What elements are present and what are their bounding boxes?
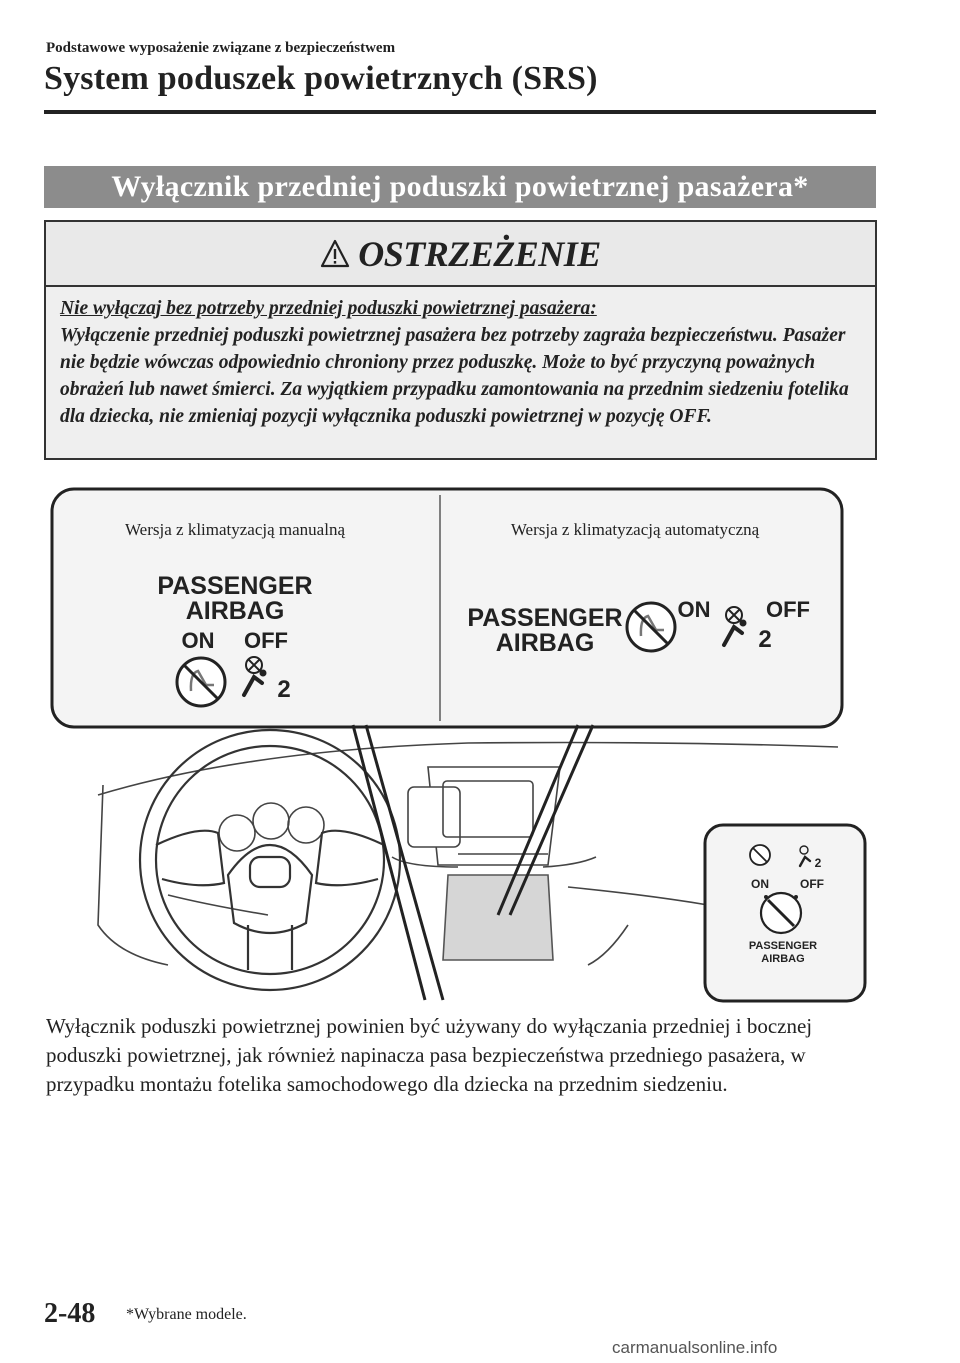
- manual-on-label: ON: [181, 628, 215, 653]
- figure-caption: Wyłącznik poduszki powietrznej powinien być używany do wyłączania przedniej i bocznej poduszki powietrznej, jak również napinacza pasa bezpieczeństwa przedniego pasażera, w przypadku montażu fotelika samochodowego dla dziecka na przednim siedzeniu.: [46, 1014, 813, 1096]
- warning-title: OSTRZEŻENIE: [358, 233, 601, 274]
- footnote: *Wybrane modele.: [126, 1306, 247, 1323]
- airbag-key-switch[interactable]: [761, 893, 801, 933]
- steering-wheel-icon: [140, 730, 400, 990]
- page-number: 2-48: [44, 1298, 96, 1329]
- warning-box: [44, 220, 877, 460]
- inset-seat-badge: 2: [814, 856, 822, 870]
- manual-passenger-text: PASSENGER: [157, 572, 313, 600]
- warning-header: [46, 222, 875, 287]
- warning-body: [46, 287, 875, 430]
- inset-passenger-text: PASSENGER: [748, 940, 818, 952]
- manual-version-label: Wersja z klimatyzacją manualną: [125, 520, 345, 539]
- page-title: System poduszek powietrznych (SRS): [44, 60, 598, 97]
- auto-airbag-text: AIRBAG: [495, 629, 595, 657]
- manual-seat-badge: 2: [277, 676, 291, 703]
- section-header: Wyłącznik przedniej poduszki powietrznej pasażera*: [44, 166, 876, 208]
- inset-child-seat-off-icon: [750, 845, 770, 865]
- warning-text: Wyłączenie przedniej poduszki powietrznej pasażera bez potrzeby zagraża bezpieczeństwu. Pasażer nie będzie wówczas odpowiednio chroniony przez poduszkę. Może to być przyczyną poważnych obrażeń lub nawet śmierci. Za wyjątkiem przypadku zamontowania na przednim siedzeniu fotelika dla dziecka, nie zmieniaj pozycji wyłącznika poduszki powietrznej w pozycję OFF.: [60, 325, 849, 427]
- manual-airbag-text: AIRBAG: [185, 597, 285, 625]
- warning-triangle-icon: [320, 239, 350, 269]
- manual-off-label: OFF: [244, 628, 288, 653]
- auto-on-label: ON: [677, 597, 711, 622]
- auto-child-seat-off-icon: [627, 603, 675, 651]
- inset-airbag-text: AIRBAG: [761, 953, 805, 965]
- airbag-switch-figure: [48, 485, 868, 1005]
- auto-off-label: OFF: [766, 597, 810, 622]
- manual-child-seat-off-icon: [177, 658, 225, 706]
- auto-seat-badge: 2: [758, 626, 772, 653]
- inset-on-label: ON: [751, 877, 769, 891]
- auto-version-label: Wersja z klimatyzacją automatyczną: [510, 520, 760, 539]
- auto-passenger-text: PASSENGER: [467, 604, 623, 632]
- breadcrumb: Podstawowe wyposażenie związane z bezpieczeństwem: [46, 40, 396, 56]
- title-divider: [44, 110, 876, 114]
- inset-off-label: OFF: [800, 877, 824, 891]
- watermark: carmanualsonline.info: [612, 1338, 778, 1357]
- warning-lead: Nie wyłączaj bez potrzeby przedniej poduszki powietrznej pasażera:: [60, 298, 597, 319]
